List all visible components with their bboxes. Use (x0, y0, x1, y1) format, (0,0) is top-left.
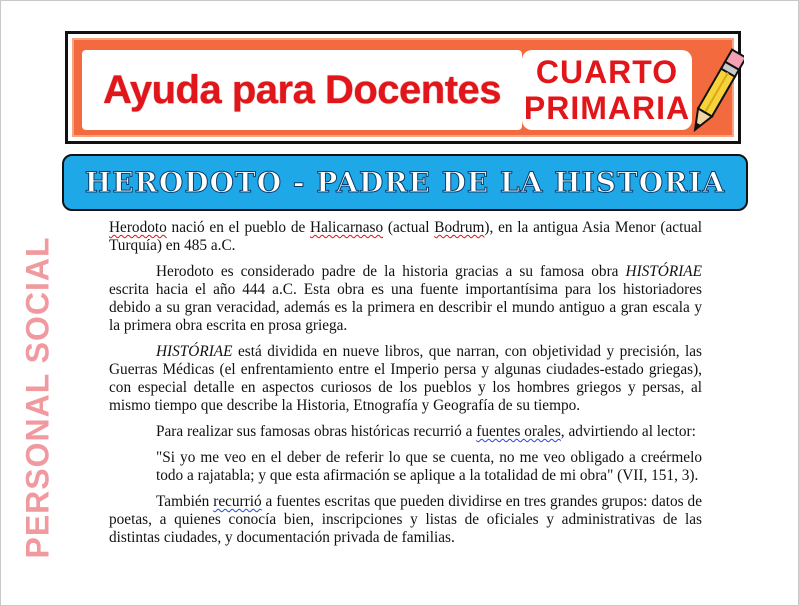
document-body (109, 219, 702, 555)
spellcheck-word: Herodoto (109, 219, 167, 236)
header-banner (65, 31, 741, 144)
banner-background (72, 38, 734, 137)
paragraph-text: a fuentes escritas que pueden dividirse en tres grandes grupos: datos de poetas, a quienes conocía bien, inscripciones y listas de oficiales y administrativas de las distintas ciudades, y documentación privada de familias. (109, 493, 702, 546)
paragraph-text: está dividida en nueve libros, que narran, con objetividad y precisión, las Guerras Médicas (el enfrentamiento entre el Imperio persa y algunas ciudades-estado griegas), con especial detalle en aspectos curiosos de los pueblos y los hombres griegos y persas, al mismo tiempo que describe la Historia, Etnografía y Geografía de su tiempo. (109, 343, 702, 414)
paragraph-text: Para realizar sus famosas obras históricas recurrió a (156, 423, 477, 440)
quote-paragraph (109, 449, 702, 485)
grade-line-2: PRIMARIA (523, 90, 691, 126)
pencil-icon (692, 40, 744, 140)
paragraph-text: , advirtiendo al lector: (560, 423, 696, 440)
paragraph-text: También (156, 493, 214, 510)
paragraph-3 (109, 343, 702, 415)
banner-title: Ayuda para Docentes (82, 50, 522, 130)
paragraph-1 (109, 219, 702, 255)
subject-label: PERSONAL SOCIAL (19, 236, 56, 558)
quote-text: "Si yo me veo en el deber de referir lo que se cuenta, no me veo obligado a creérmelo todo a rajatabla; y que esta afirmación se aplique a la totalidad de mi obra" (VII, 151, 3). (156, 449, 702, 484)
document-title-bar (62, 154, 748, 211)
spellcheck-word: Halicarnaso (310, 219, 384, 236)
book-title: HISTÓRIAE (156, 343, 233, 360)
paragraph-text: nació en el pueblo de (166, 219, 311, 236)
book-title: HISTÓRIAE (625, 263, 702, 280)
side-label (18, 232, 58, 562)
paragraph-6 (109, 493, 702, 547)
paragraph-4 (109, 423, 702, 441)
paragraph-text: escrita hacia el año 444 a.C. Esta obra es una fuente importantísima para los historiadores debido a su gran veracidad, además es la primera en describir el mundo antiguo a gran escala y la primera obra escrita en prosa griega. (109, 281, 702, 334)
spellcheck-word: Bodrum (434, 219, 485, 236)
grammar-check-word: fuentes orales (476, 423, 561, 440)
grade-badge (522, 50, 692, 130)
paragraph-text: (actual (383, 219, 435, 236)
paragraph-text: ), en la antigua Asia Menor (actual Turquía) en 485 a.C. (109, 219, 703, 254)
grammar-check-word: recurrió (213, 493, 262, 510)
paragraph-2 (109, 263, 702, 335)
grade-line-1: CUARTO (535, 54, 679, 90)
paragraph-text: Herodoto es considerado padre de la historia gracias a su famosa obra (156, 263, 626, 280)
document-title: HERODOTO - PADRE DE LA HISTORIA (84, 166, 726, 199)
